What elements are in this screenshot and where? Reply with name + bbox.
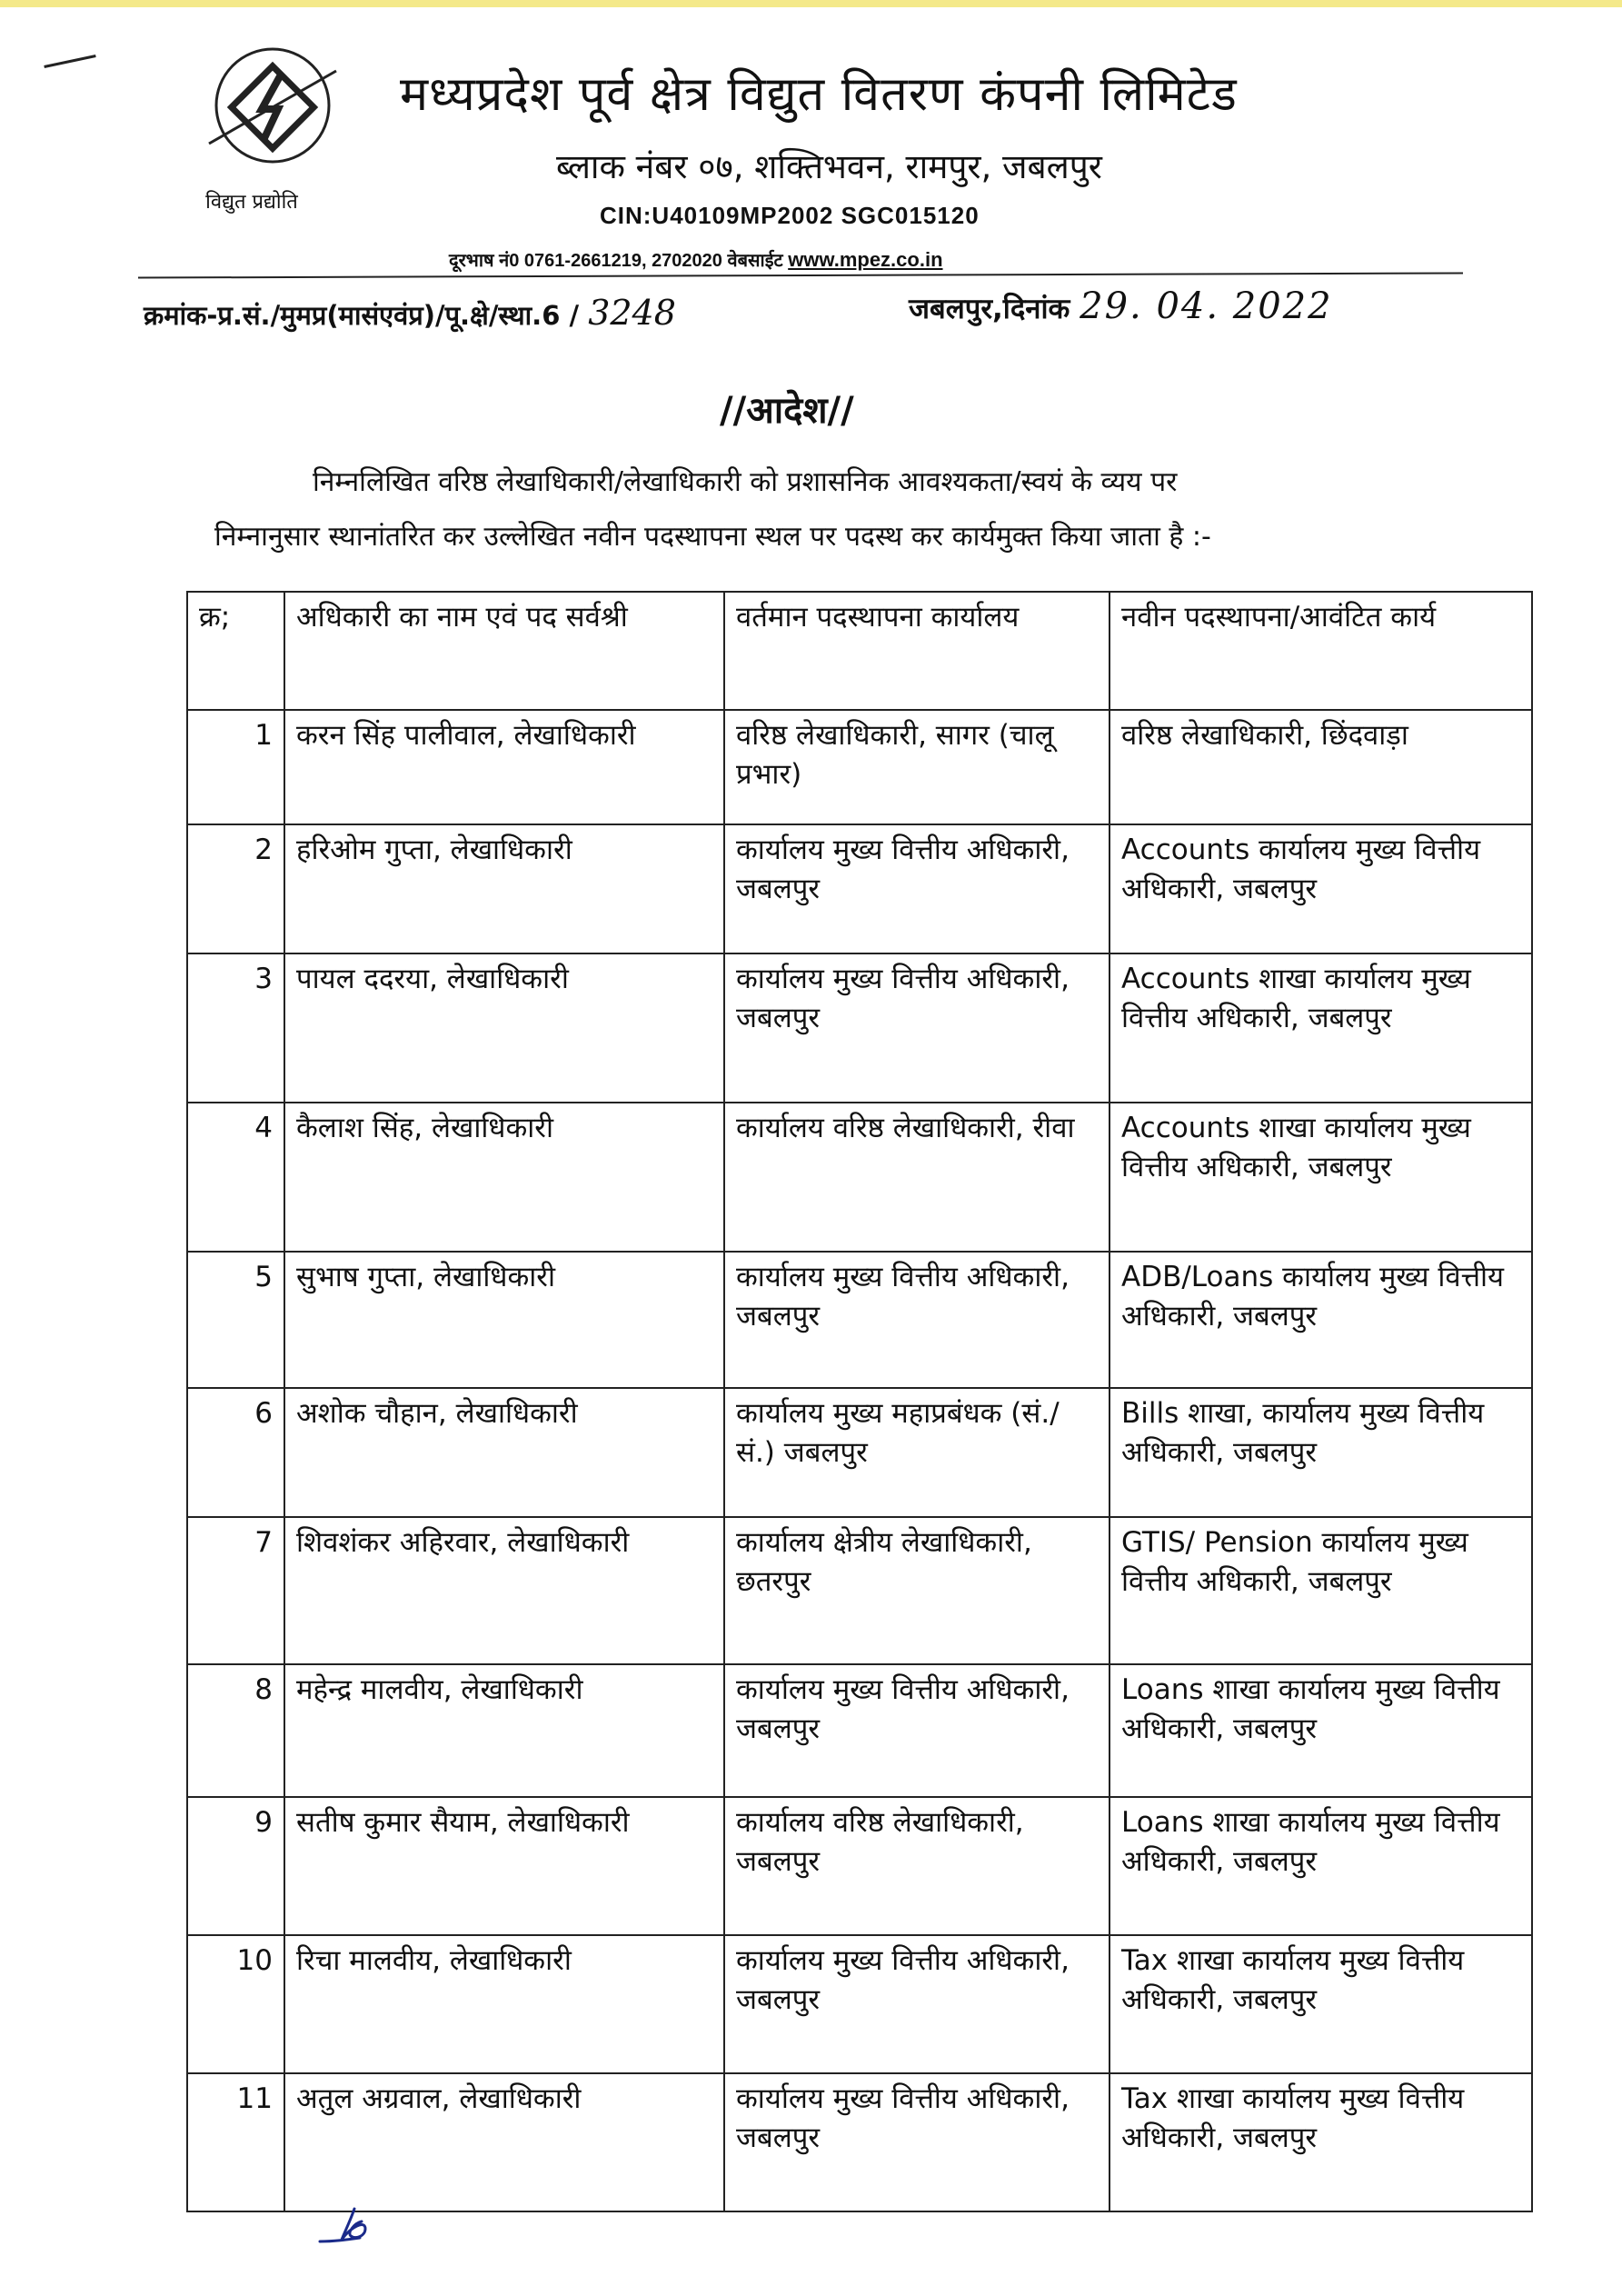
table-row: [187, 953, 1532, 1103]
header-new-posting: नवीन पदस्थापना/आवंटित कार्य: [1110, 592, 1532, 710]
header-serial: क्र;: [187, 592, 284, 710]
order-intro-line-2: निम्नानुसार स्थानांतरित कर उल्लेखित नवीन पदस्थापना स्थल पर पदस्थ कर कार्यमुक्त किया जाता है :-: [214, 521, 1211, 553]
row-new-posting: ADB/Loans कार्यालय मुख्य वित्तीय अधिकारी, जबलपुर: [1110, 1252, 1532, 1388]
row-officer-name: शिवशंकर अहिरवार, लेखाधिकारी: [284, 1517, 724, 1664]
row-serial: 6: [187, 1388, 284, 1517]
row-serial: 1: [187, 710, 284, 824]
top-color-strip: [0, 0, 1622, 7]
date-handwritten-value: 29. 04. 2022: [1080, 285, 1333, 327]
row-new-posting: Accounts शाखा कार्यालय मुख्य वित्तीय अधिकारी, जबलपुर: [1110, 1103, 1532, 1252]
table-row: [187, 1797, 1532, 1935]
table-row: [187, 824, 1532, 953]
table-row: [187, 1252, 1532, 1388]
lightning-emblem-icon: [191, 44, 354, 180]
pen-mark: [44, 55, 95, 68]
row-current-office: कार्यालय मुख्य वित्तीय अधिकारी, जबलपुर: [724, 1935, 1110, 2073]
row-officer-name: सुभाष गुप्ता, लेखाधिकारी: [284, 1252, 724, 1388]
row-current-office: कार्यालय मुख्य वित्तीय अधिकारी, जबलपुर: [724, 824, 1110, 953]
contact-line: [449, 247, 943, 272]
row-new-posting: Loans शाखा कार्यालय मुख्य वित्तीय अधिकारी, जबलपुर: [1110, 1664, 1532, 1797]
table-row: [187, 1517, 1532, 1664]
header-divider: [138, 272, 1463, 278]
reference-number: [144, 293, 676, 333]
row-new-posting: वरिष्ठ लेखाधिकारी, छिंदवाड़ा: [1110, 710, 1532, 824]
table-row: [187, 710, 1532, 824]
row-current-office: कार्यालय मुख्य वित्तीय अधिकारी, जबलपुर: [724, 1664, 1110, 1797]
header-current-posting: वर्तमान पदस्थापना कार्यालय: [724, 592, 1110, 710]
phone-numbers: दूरभाष नं0 0761-2661219, 2702020 वेबसाईट: [449, 251, 783, 271]
website-link[interactable]: www.mpez.co.in: [788, 248, 943, 271]
row-officer-name: पायल ददरया, लेखाधिकारी: [284, 953, 724, 1103]
row-new-posting: Tax शाखा कार्यालय मुख्य वित्तीय अधिकारी, जबलपुर: [1110, 2073, 1532, 2211]
row-serial: 10: [187, 1935, 284, 2073]
order-date: [909, 285, 1333, 327]
order-title: //आदेश//: [720, 390, 854, 432]
company-address: ब्लाक नंबर ०७, शक्तिभवन, रामपुर, जबलपुर: [556, 147, 1102, 186]
row-current-office: कार्यालय क्षेत्रीय लेखाधिकारी, छतरपुर: [724, 1517, 1110, 1664]
reference-label: क्रमांक-प्र.सं./मुमप्र(मासंएवंप्र)/पू.क्षे/स्था.6 /: [144, 300, 580, 331]
row-current-office: वरिष्ठ लेखाधिकारी, सागर (चालू प्रभार): [724, 710, 1110, 824]
order-intro-line-1: निम्नलिखित वरिष्ठ लेखाधिकारी/लेखाधिकारी को प्रशासनिक आवश्यकता/स्वयं के व्यय पर: [313, 466, 1178, 498]
row-serial: 11: [187, 2073, 284, 2211]
row-serial: 8: [187, 1664, 284, 1797]
row-new-posting: Accounts कार्यालय मुख्य वित्तीय अधिकारी, जबलपुर: [1110, 824, 1532, 953]
row-serial: 5: [187, 1252, 284, 1388]
row-current-office: कार्यालय मुख्य वित्तीय अधिकारी, जबलपुर: [724, 1252, 1110, 1388]
row-serial: 7: [187, 1517, 284, 1664]
company-name: मध्यप्रदेश पूर्व क्षेत्र विद्युत वितरण कंपनी लिमिटेड: [400, 67, 1238, 122]
row-serial: 2: [187, 824, 284, 953]
row-new-posting: Loans शाखा कार्यालय मुख्य वित्तीय अधिकारी, जबलपुर: [1110, 1797, 1532, 1935]
row-officer-name: करन सिंह पालीवाल, लेखाधिकारी: [284, 710, 724, 824]
row-serial: 9: [187, 1797, 284, 1935]
row-officer-name: महेन्द्र मालवीय, लेखाधिकारी: [284, 1664, 724, 1797]
reference-handwritten-number: 3248: [588, 293, 676, 333]
table-row: [187, 2073, 1532, 2211]
transfer-table: [186, 591, 1533, 2212]
row-new-posting: Bills शाखा, कार्यालय मुख्य वित्तीय अधिकारी, जबलपुर: [1110, 1388, 1532, 1517]
row-serial: 3: [187, 953, 284, 1103]
table-header-row: [187, 592, 1532, 710]
table-row: [187, 1935, 1532, 2073]
table-row: [187, 1103, 1532, 1252]
table-row: [187, 1664, 1532, 1797]
row-serial: 4: [187, 1103, 284, 1252]
row-current-office: कार्यालय मुख्य महाप्रबंधक (सं./सं.) जबलपुर: [724, 1388, 1110, 1517]
row-current-office: कार्यालय मुख्य वित्तीय अधिकारी, जबलपुर: [724, 2073, 1110, 2211]
row-officer-name: अशोक चौहान, लेखाधिकारी: [284, 1388, 724, 1517]
row-current-office: कार्यालय मुख्य वित्तीय अधिकारी, जबलपुर: [724, 953, 1110, 1103]
cin-number: CIN:U40109MP2002 SGC015120: [600, 202, 980, 229]
row-new-posting: Accounts शाखा कार्यालय मुख्य वित्तीय अधिकारी, जबलपुर: [1110, 953, 1532, 1103]
row-officer-name: हरिओम गुप्ता, लेखाधिकारी: [284, 824, 724, 953]
row-new-posting: Tax शाखा कार्यालय मुख्य वित्तीय अधिकारी, जबलपुर: [1110, 1935, 1532, 2073]
row-officer-name: सतीष कुमार सैयाम, लेखाधिकारी: [284, 1797, 724, 1935]
row-current-office: कार्यालय वरिष्ठ लेखाधिकारी, जबलपुर: [724, 1797, 1110, 1935]
row-officer-name: कैलाश सिंह, लेखाधिकारी: [284, 1103, 724, 1252]
logo-caption: विद्युत प्रद्योति: [205, 191, 298, 214]
row-current-office: कार्यालय वरिष्ठ लेखाधिकारी, रीवा: [724, 1103, 1110, 1252]
row-officer-name: अतुल अग्रवाल, लेखाधिकारी: [284, 2073, 724, 2211]
signature-mark-icon: [314, 2200, 387, 2251]
table-row: [187, 1388, 1532, 1517]
row-officer-name: रिचा मालवीय, लेखाधिकारी: [284, 1935, 724, 2073]
date-label: जबलपुर,दिनांक: [909, 293, 1070, 325]
header-name: अधिकारी का नाम एवं पद सर्वश्री: [284, 592, 724, 710]
row-new-posting: GTIS/ Pension कार्यालय मुख्य वित्तीय अधिकारी, जबलपुर: [1110, 1517, 1532, 1664]
